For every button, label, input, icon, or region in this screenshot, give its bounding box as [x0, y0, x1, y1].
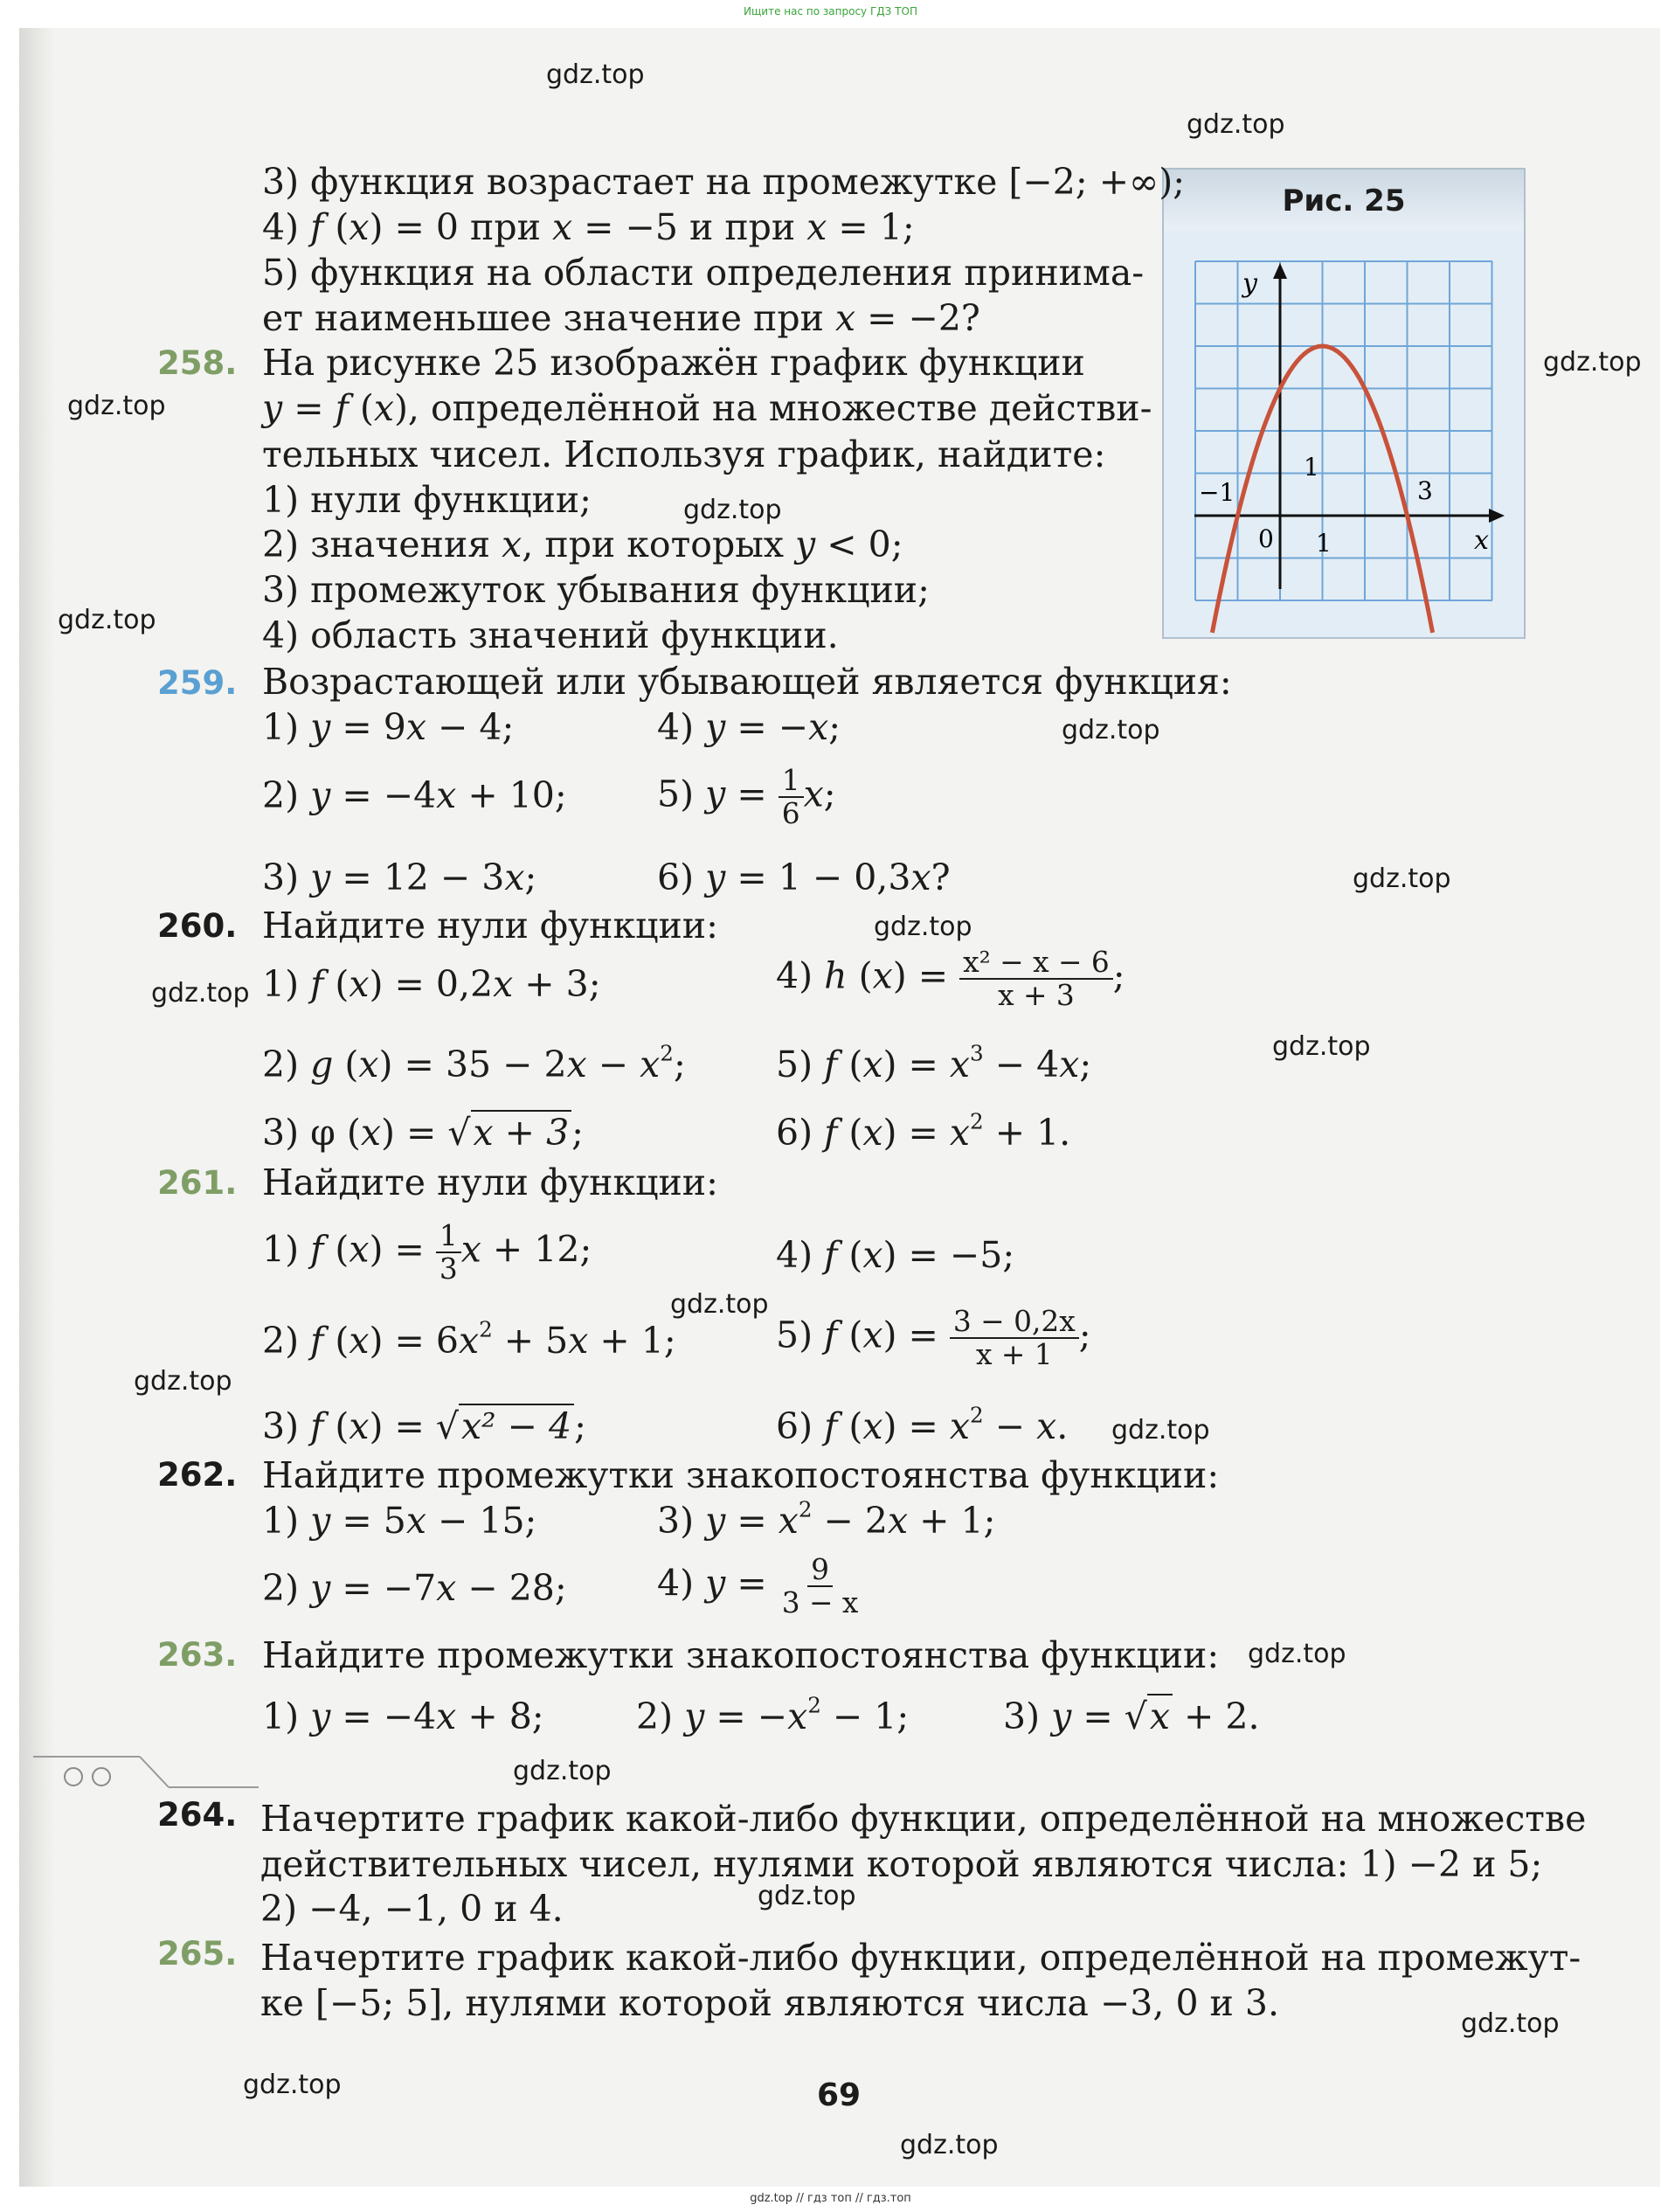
watermark: gdz.top — [900, 2130, 999, 2160]
watermark: gdz.top — [1272, 1031, 1371, 1062]
text-line: 3) φ (x) = √x + 3; — [262, 1112, 584, 1154]
margin-decoration — [33, 1748, 260, 1800]
text-line: 1) y = 9x − 4; — [262, 706, 515, 748]
text-line: действительных чисел, нулями которой являются числа: 1) −2 и 5; — [260, 1843, 1543, 1885]
tick-label-minus-1: −1 — [1199, 478, 1235, 507]
text-line: 2) y = −4x + 10; — [262, 774, 567, 816]
text-line: 2) значения x, при которых y < 0; — [262, 524, 903, 565]
text-line: ет наименьшее значение при x = −2? — [262, 297, 980, 339]
x-axis-arrow — [1489, 509, 1505, 523]
watermark: gdz.top — [151, 978, 250, 1009]
tick-label-x-3: 3 — [1417, 476, 1433, 505]
watermark: gdz.top — [67, 391, 166, 421]
text-line: Возрастающей или убывающей является функция: — [262, 661, 1232, 703]
watermark: gdz.top — [758, 1881, 856, 1911]
text-line: 5) f (x) = $\frac{3 - 0,2x}{x + 1}$ ; — [776, 1305, 1091, 1372]
footer-banner: gdz.top // гдз топ // гдз.топ — [750, 2192, 911, 2205]
text-line: 3) y = √x + 2. — [1003, 1695, 1260, 1737]
text-line: 6) f $(x) = x^2 + 1$. — [776, 1108, 1071, 1154]
text-line: y = f (x), определённой на множестве действи- — [262, 387, 1152, 429]
watermark: gdz.top — [513, 1756, 612, 1786]
text-line: 3) функция возрастает на промежутке [−2; +∞); — [262, 161, 1186, 203]
text-line: ке [−5; 5], нулями которой являются числа −3, 0 и 3. — [260, 1982, 1280, 2024]
problem-number-265: 265. — [157, 1935, 238, 1973]
watermark: gdz.top — [243, 2070, 342, 2100]
text-line: 1) y = −4x + 8; — [262, 1695, 544, 1737]
text-line: 3) $y = x^2 - 2x + 1$; — [657, 1496, 996, 1542]
figure-title: Рис. 25 — [1282, 184, 1406, 218]
watermark: gdz.top — [1187, 109, 1285, 140]
watermark: gdz.top — [1543, 347, 1642, 378]
text-line: 2) y = −7x − 28; — [262, 1567, 567, 1609]
y-axis-arrow — [1273, 263, 1287, 279]
watermark: gdz.top — [1353, 863, 1451, 894]
problem-number-260: 260. — [157, 907, 238, 945]
text-line: Найдите нули функции: — [262, 1161, 718, 1203]
text-line: 4) область значений функции. — [262, 614, 839, 656]
text-line: 3) f (x) = √x² − 4; — [262, 1405, 586, 1447]
text-line: 6) y = 1 − 0,3x? — [657, 856, 951, 898]
text-line: Начертите график какой-либо функции, определённой на множестве — [260, 1798, 1587, 1840]
text-line: 5) функция на области определения принима- — [262, 252, 1145, 294]
text-line: 1) нули функции; — [262, 479, 592, 521]
tick-label-origin: 0 — [1258, 524, 1274, 553]
text-line: 2) g $(x) = 35 - 2x - x^2$; — [262, 1040, 686, 1085]
text-line: 2) f $(x) = 6x^2 + 5x + 1$; — [262, 1316, 676, 1362]
text-line: 4) y = −x; — [657, 706, 841, 748]
watermark: gdz.top — [874, 912, 972, 942]
watermark: gdz.top — [683, 495, 782, 525]
text-line: На рисунке 25 изображён график функции — [262, 342, 1085, 384]
text-line: 3) промежуток убывания функции; — [262, 569, 930, 611]
problem-number-262: 262. — [157, 1456, 238, 1494]
page-spine-shadow — [19, 28, 54, 2187]
text-line: 2) $y = -x^2 - 1$; — [636, 1692, 910, 1737]
graph-grid — [1195, 261, 1492, 600]
text-line: 1) y = 5x − 15; — [262, 1500, 537, 1542]
text-line: 2) −4, −1, 0 и 4. — [260, 1888, 564, 1930]
watermark: gdz.top — [546, 59, 645, 90]
text-line: 5) f $(x) = x^3 - 4x$; — [776, 1040, 1092, 1085]
text-line: Найдите промежутки знакопостоянства функции: — [262, 1454, 1220, 1496]
page-number: 69 — [816, 2077, 862, 2113]
text-line: 4) y = $\frac{9}{3 - x}$ — [657, 1553, 859, 1620]
problem-number-261: 261. — [157, 1164, 238, 1202]
text-line: 5) y = $\frac{1}{6}$ x; — [657, 764, 836, 831]
problem-number-264: 264. — [157, 1796, 238, 1834]
text-line: 4) f (x) = 0 при x = −5 и при x = 1; — [262, 206, 915, 248]
tick-label-x-1: 1 — [1316, 529, 1332, 558]
text-line: Начертите график какой-либо функции, определённой на промежут- — [260, 1937, 1581, 1979]
watermark: gdz.top — [1111, 1415, 1210, 1446]
y-axis-label: y — [1242, 268, 1257, 299]
problem-number-259: 259. — [157, 664, 238, 702]
text-line: 1) f (x) = $\frac{1}{3}$ x + 12; — [262, 1219, 592, 1286]
watermark: gdz.top — [1461, 2008, 1560, 2039]
text-line: Найдите промежутки знакопостоянства функции: — [262, 1634, 1220, 1676]
tick-label-y-1: 1 — [1304, 453, 1319, 482]
watermark: gdz.top — [134, 1366, 232, 1397]
top-banner: Ищите нас по запросу ГДЗ ТОП — [744, 5, 917, 17]
text-line: 4) f (x) = −5; — [776, 1234, 1015, 1276]
text-line: 1) f (x) = 0,2x + 3; — [262, 963, 601, 1005]
watermark: gdz.top — [1248, 1639, 1346, 1669]
text-line: Найдите нули функции: — [262, 905, 718, 947]
text-line: 6) f $(x) = x^2 - x$. — [776, 1402, 1069, 1447]
problem-number-258: 258. — [157, 344, 238, 382]
text-line: тельных чисел. Используя график, найдите: — [262, 433, 1106, 475]
text-line: 3) y = 12 − 3x; — [262, 856, 537, 898]
text-line: 4) h (x) = $\frac{\text{x² − x − 6}}{x + 3}$ ; — [776, 946, 1125, 1013]
watermark: gdz.top — [58, 605, 156, 635]
watermark: gdz.top — [670, 1289, 769, 1320]
figure-25 — [1162, 168, 1526, 639]
x-axis-label: x — [1474, 525, 1489, 556]
watermark: gdz.top — [1062, 715, 1160, 745]
problem-number-263: 263. — [157, 1636, 238, 1674]
figure-graph — [1164, 170, 1524, 637]
